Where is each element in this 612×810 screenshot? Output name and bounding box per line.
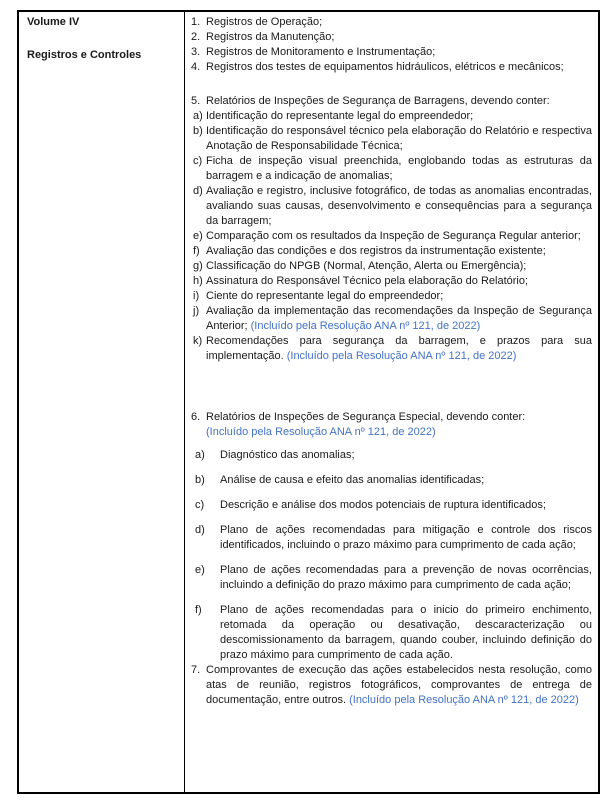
text-segment: Plano de ações recomendadas para mitigação e controle dos riscos identificados, incluindo o prazo máximo para cumprimento de cada ação; <box>220 524 592 551</box>
item-2 <box>185 30 592 45</box>
sub-6-f <box>185 603 592 663</box>
list-text <box>206 305 592 332</box>
list-text <box>206 411 592 440</box>
volume-subtitle: Registros e Controles <box>27 49 142 61</box>
list-marker: j) <box>193 305 200 317</box>
list-marker: c) <box>193 155 203 167</box>
list-text <box>206 95 550 107</box>
volume-title: Volume IV <box>27 16 80 28</box>
text-segment: Avaliação e registro, inclusive fotográfico, de todas as anomalias encontradas, avaliando suas causas, desenvolvimento e consequências para a segurança da barragem; <box>206 185 592 227</box>
list-marker: a) <box>195 449 205 461</box>
list-marker: f) <box>195 604 202 616</box>
text-segment: Relatórios de Inspeções de Segurança de Barragens, devendo conter: <box>206 95 550 107</box>
list-text <box>220 524 592 551</box>
text-segment: Avaliação da implementação das recomendações da Inspeção de Segurança Anterior; <box>206 305 592 332</box>
list-marker: 1. <box>191 16 201 28</box>
text-segment: Recomendações para segurança da barragem, e prazos para sua implementação. <box>206 335 592 362</box>
text-segment: Classificação do NPGB (Normal, Atenção, Alerta ou Emergência); <box>206 260 527 272</box>
list-marker: 3. <box>191 46 201 58</box>
added-note: (Incluído pela Resolução ANA nº 121, de 2022) <box>250 320 481 332</box>
list-text <box>206 335 592 362</box>
list-marker: d) <box>193 185 203 197</box>
item-4 <box>185 60 592 75</box>
list-text <box>206 185 592 227</box>
content-list <box>185 15 592 708</box>
list-marker: 5. <box>191 95 201 107</box>
sub-5-h <box>185 274 592 289</box>
list-text <box>220 499 546 511</box>
text-segment: Assinatura do Responsável Técnico pela elaboração do Relatório; <box>206 275 529 287</box>
added-note: (Incluído pela Resolução ANA nº 121, de 2022) <box>206 426 436 438</box>
added-note: (Incluído pela Resolução ANA nº 121, de 2022) <box>286 350 517 362</box>
sub-5-c <box>185 154 592 184</box>
text-segment: Análise de causa e efeito das anomalias identificadas; <box>220 474 485 486</box>
item-6 <box>185 410 592 440</box>
list-text <box>206 125 592 152</box>
list-text <box>206 245 546 257</box>
content-cell <box>185 12 598 792</box>
list-marker: i) <box>193 290 200 302</box>
list-marker: 2. <box>191 31 201 43</box>
text-segment: Comparação com os resultados da Inspeção de Segurança Regular anterior; <box>206 230 581 242</box>
list-marker: h) <box>193 275 203 287</box>
text-segment: Descrição e análise dos modos potenciais de ruptura identificados; <box>220 499 546 511</box>
document-table <box>17 10 600 794</box>
sub-5-d <box>185 184 592 229</box>
text-segment: Registros da Manutenção; <box>206 31 335 43</box>
list-text <box>220 474 484 486</box>
sub-5-j <box>185 304 592 334</box>
sub-6-d <box>185 523 592 553</box>
list-marker: k) <box>193 335 203 347</box>
list-text <box>206 155 592 182</box>
item-1 <box>185 15 592 30</box>
text-segment: Avaliação das condições e dos registros da instrumentação existente; <box>206 245 546 257</box>
added-note: (Incluído pela Resolução ANA nº 121, de 2022) <box>349 694 579 706</box>
list-text <box>220 604 592 661</box>
list-marker: 4. <box>191 61 201 73</box>
item-7 <box>185 663 592 708</box>
sub-5-b <box>185 124 592 154</box>
sub-5-k <box>185 334 592 364</box>
list-text <box>206 290 443 302</box>
list-text <box>206 46 435 58</box>
list-marker: e) <box>195 564 205 576</box>
sub-6-a <box>185 448 592 463</box>
list-text <box>206 16 322 28</box>
volume-cell <box>19 12 185 792</box>
list-text <box>206 664 592 706</box>
list-marker: b) <box>193 125 203 137</box>
text-segment: Diagnóstico das anomalias; <box>220 449 355 461</box>
list-marker: c) <box>195 499 205 511</box>
text-segment: Ficha de inspeção visual preenchida, englobando todas as estruturas da barragem e a indicação de anomalias; <box>206 155 592 182</box>
text-segment: Relatórios de Inspeções de Segurança Especial, devendo conter: <box>206 411 526 423</box>
list-text <box>220 449 355 461</box>
list-marker: e) <box>193 230 203 242</box>
text-segment: Registros de Operação; <box>206 16 323 28</box>
sub-6-e <box>185 563 592 593</box>
list-text <box>206 31 334 43</box>
text-segment: Identificação do responsável técnico pela elaboração do Relatório e respectiva Anotação de Responsabilidade Técnica; <box>206 125 592 152</box>
list-marker: g) <box>193 260 203 272</box>
text-segment: Ciente do representante legal do empreendedor; <box>206 290 444 302</box>
sub-6-c <box>185 498 592 513</box>
list-text <box>206 230 581 242</box>
list-marker: b) <box>195 474 205 486</box>
sub-5-e <box>185 229 592 244</box>
list-text <box>220 564 592 591</box>
sub-5-i <box>185 289 592 304</box>
list-text <box>206 110 473 122</box>
text-segment: Plano de ações recomendadas para o inicio do primeiro enchimento, retomada da operação ou desativação, descaracterização ou descomissionamento da barragem, quando couber, incluindo definição do prazo máximo para cumprimento de cada ação. <box>220 604 592 661</box>
text-segment: Comprovantes de execução das ações estabelecidos nesta resolução, como atas de reunião, registros fotográficos, comprovantes de entrega de documentação, entre outros. <box>206 664 592 706</box>
sub-5-g <box>185 259 592 274</box>
sub-5-f <box>185 244 592 259</box>
list-text <box>206 275 528 287</box>
text-segment: Registros dos testes de equipamentos hidráulicos, elétricos e mecânicos; <box>206 61 564 73</box>
text-segment: Registros de Monitoramento e Instrumentação; <box>206 46 436 58</box>
list-marker: 7. <box>191 664 201 676</box>
list-text <box>206 61 564 73</box>
item-5 <box>185 94 592 109</box>
sub-5-a <box>185 109 592 124</box>
item-3 <box>185 45 592 60</box>
list-marker: d) <box>195 524 205 536</box>
text-segment: Identificação do representante legal do empreendedor; <box>206 110 474 122</box>
list-marker: 6. <box>191 411 201 423</box>
list-text <box>206 260 526 272</box>
sub-6-b <box>185 473 592 488</box>
list-marker: f) <box>193 245 200 257</box>
list-marker: a) <box>193 110 203 122</box>
text-segment: Plano de ações recomendadas para a prevenção de novas ocorrências, incluindo a definição do prazo máximo para cumprimento de cada ação; <box>220 564 592 591</box>
